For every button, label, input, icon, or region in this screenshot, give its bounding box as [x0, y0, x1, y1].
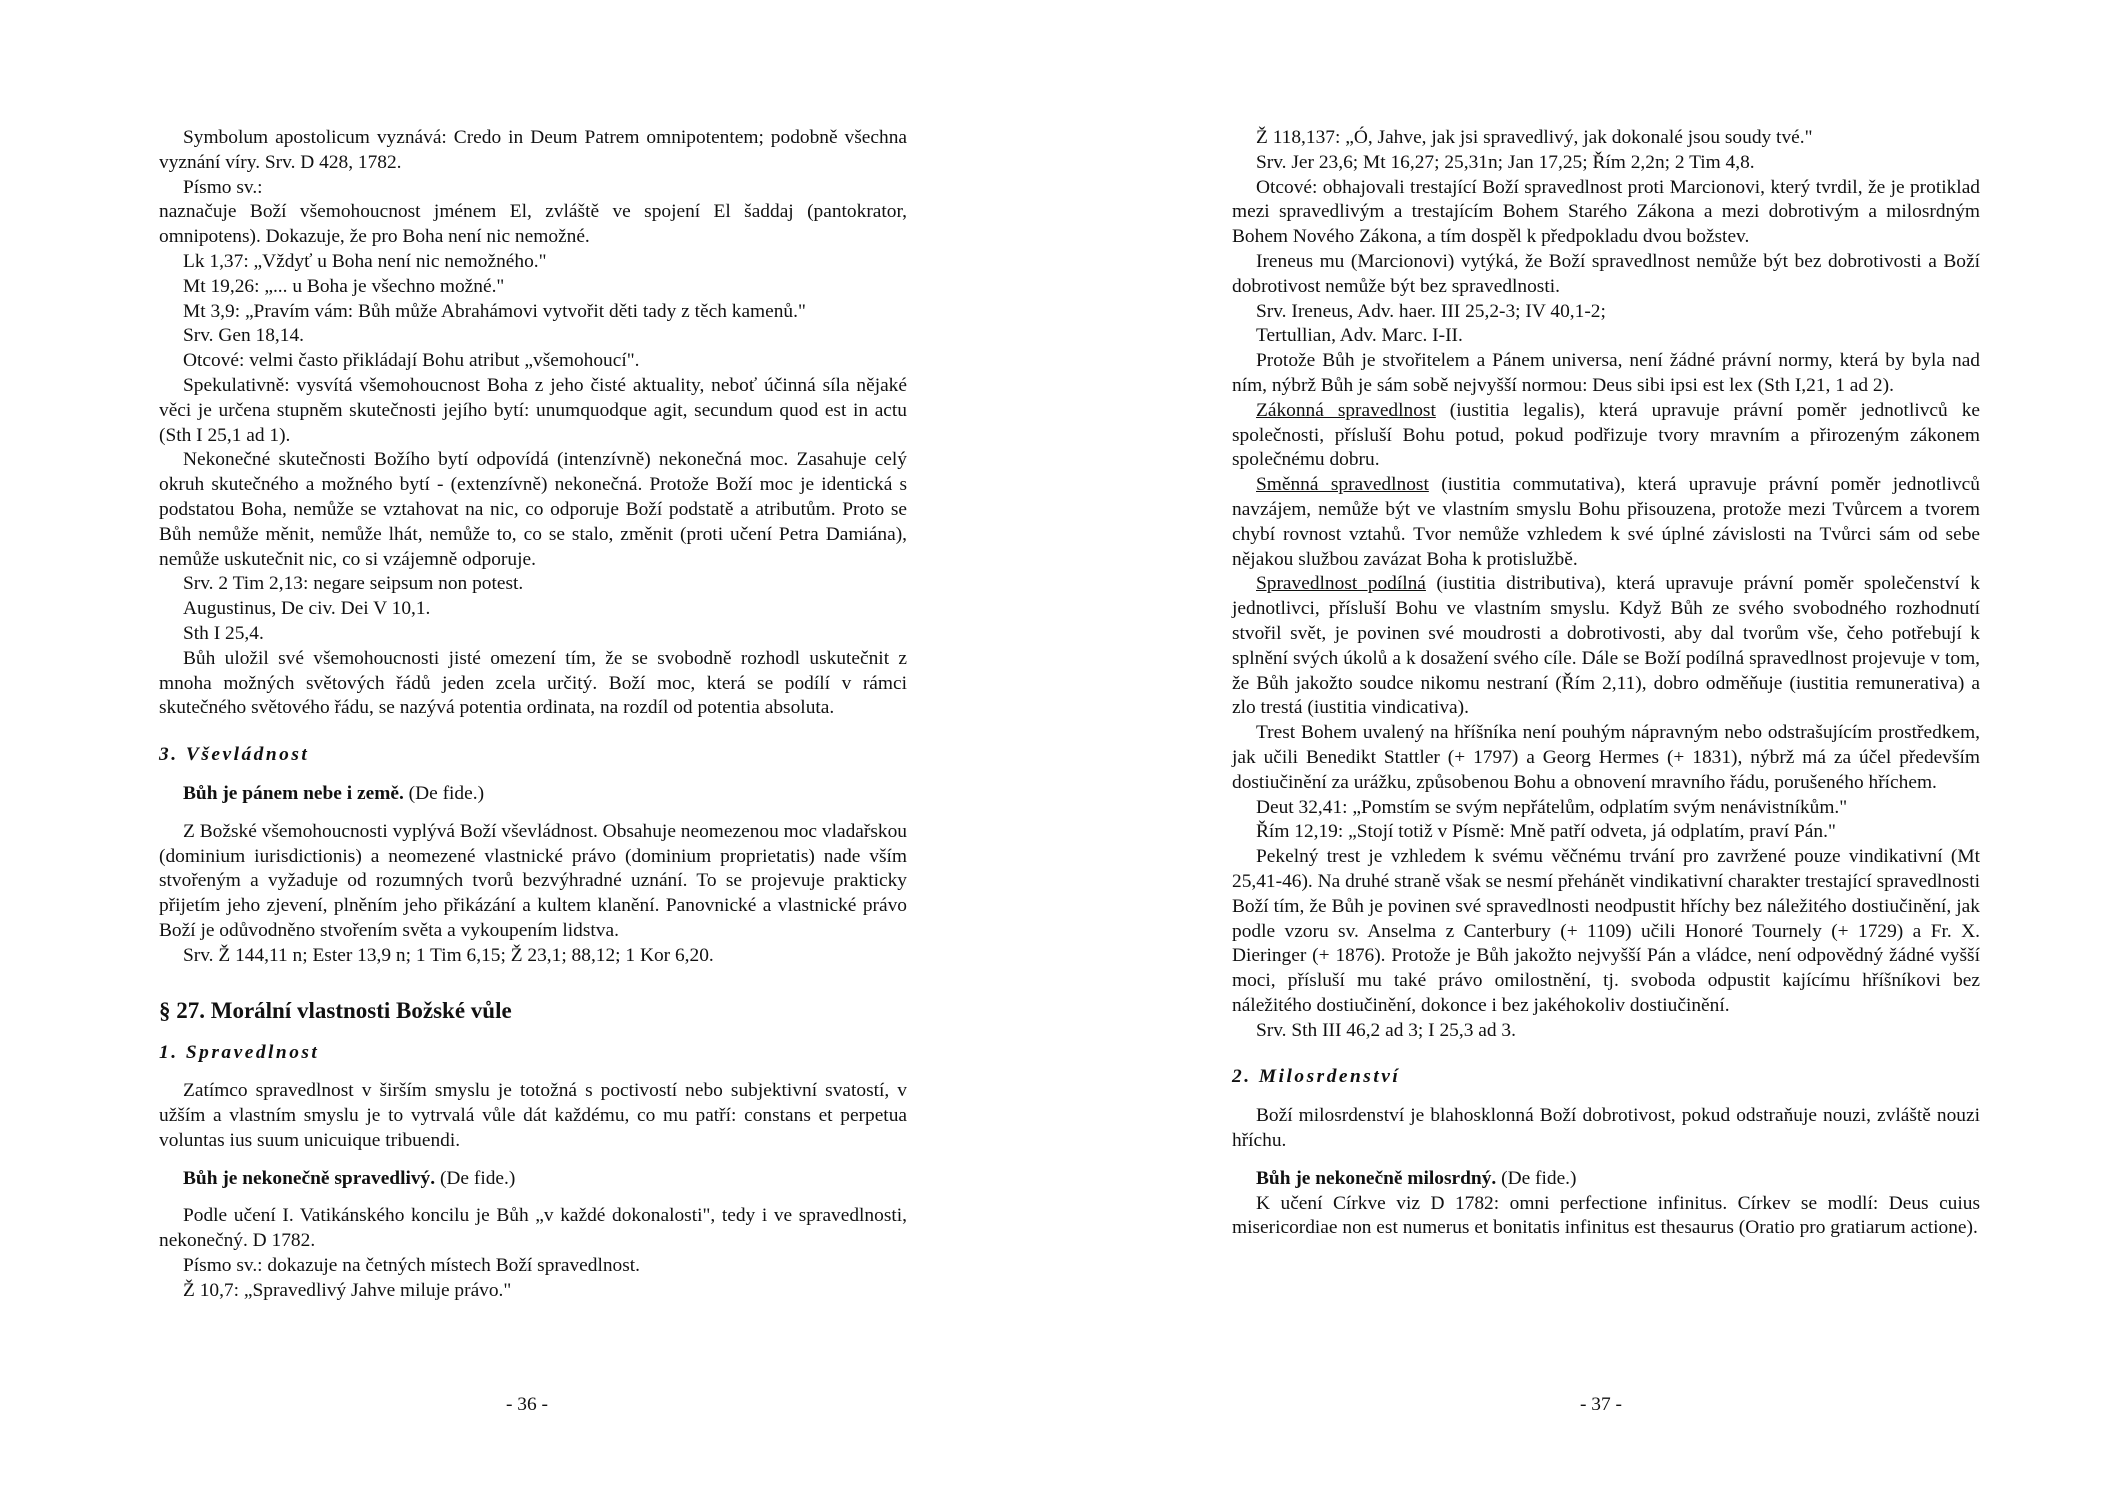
citation: Srv. Ž 144,11 n; Ester 13,9 n; 1 Tim 6,15; Ž 23,1; 88,12; 1 Kor 6,20.: [183, 944, 714, 966]
term-underlined: Směnná spravedlnost: [1256, 474, 1429, 496]
paragraph: [1232, 399, 1980, 473]
thesis: [183, 782, 907, 807]
paragraph: Písmo sv.: dokazuje na četných místech Boží spravedlnost.: [183, 1255, 641, 1277]
citation: Srv. Gen 18,14.: [183, 325, 305, 347]
paragraph: Pekelný trest je vzhledem k svému věčnému trvání pro zavržené pouze vindikativní (Mt 25,41-46). Na druhé straně však se nesmí přehánět vindikativní charakter trestající spravedlnosti Boží tím, že Bůh je povinen své spravedlnosti neodpustit hříchy bez náležitého dostiučinění, jak podle vzoru sv. Anselma z Canterbury (+ 1109) učili Honoré Tournely (+ 1729) a Fr. X. Dieringer (+ 1876). Protože je Bůh jakožto nejvyšší Pán a vládce, není odpovědný žádné vyšší moci, přísluší mu také právo omilostnění, tj. svoboda odpustit kajícímu hříšníkovi bez náležitého dostiučinění, dokonce i bez jakéhokoliv dostiučinění.: [1232, 846, 1980, 1016]
citation: Augustinus, De civ. Dei V 10,1.: [183, 598, 431, 620]
chapter-heading: § 27. Morální vlastnosti Božské vůle: [159, 997, 512, 1023]
paragraph: K učení Církve viz D 1782: omni perfectione infinitus. Církev se modlí: Deus cuius misericordiae non est numerus et bonitatis infinitus est thesaurus (Oratio pro gratiarum actione).: [1232, 1192, 1980, 1239]
term-underlined: Zákonná spravedlnost: [1256, 399, 1436, 421]
paragraph: Písmo sv.:: [183, 176, 263, 198]
citation: Ž 118,137: „Ó, Jahve, jak jsi spravedlivý, jak dokonalé jsou soudy tvé.": [1256, 127, 1813, 148]
citation: Tertullian, Adv. Marc. I-II.: [1256, 325, 1463, 347]
paragraph: Otcové: velmi často přikládají Bohu atribut „všemohoucí".: [183, 350, 640, 372]
citation: Srv. Sth III 46,2 ad 3; I 25,3 ad 3.: [1256, 1019, 1516, 1041]
paragraph: Symbolum apostolicum vyznává: Credo in Deum Patrem omnipotentem; podobně všechna vyznání víry. Srv. D 428, 1782.: [159, 127, 907, 173]
thesis: [1256, 1167, 1980, 1192]
citation: Deut 32,41: „Pomstím se svým nepřátelům, odplatím svým nenávistníkům.": [1256, 796, 1848, 818]
paragraph: Protože Bůh je stvořitelem a Pánem universa, není žádné právní normy, která by byla nad ním, nýbrž Bůh je sám sobě nejvyšší normou: Deus sibi ipsi est lex (Sth I,21, 1 ad 2).: [1232, 350, 1980, 396]
citation: Mt 19,26: „... u Boha je všechno možné.": [183, 275, 505, 297]
thesis-bold: Bůh je nekonečně spravedlivý.: [183, 1167, 436, 1189]
section-heading: 2. Milosrdenství: [1232, 1066, 1401, 1088]
citation: Ž 10,7: „Spravedlivý Jahve miluje právo.": [183, 1279, 512, 1301]
thesis-note: (De fide.): [435, 1167, 516, 1189]
paragraph: Ireneus mu (Marcionovi) vytýká, že Boží spravedlnost nemůže být bez dobrotivosti a Boží dobrotivost nemůže být bez spravedlnosti.: [1232, 250, 1980, 297]
page-number-left: - 36 -: [505, 1394, 548, 1415]
paragraph: [1232, 572, 1980, 721]
paragraph: Trest Bohem uvalený na hříšníka není pouhým nápravným nebo odstrašujícím prostředkem, jak učili Benedikt Stattler (+ 1797) a Georg Hermes (+ 1831), nýbrž má za účel především dostiučinění za urážku, způsobenou Bohu a obnovení mravního řádu, porušeného hříchem.: [1232, 722, 1980, 793]
paragraph: Nekonečné skutečnosti Božího bytí odpovídá (intenzívně) nekonečná moc. Zasahuje celý okruh skutečného a možného bytí - (extenzívně) nekonečná. Protože Boží moc je identická s podstatou Boha, nemůže se vztahovat na nic, co odporuje Boží podstatě a atributům. Proto se Bůh nemůže měnit, nemůže lhát, nemůže to, co se stalo, změnit (proti učení Petra Damiána), nemůže uskutečnit nic, co si vzájemně odporuje.: [159, 449, 907, 570]
paragraph: Otcové: obhajovali trestající Boží spravedlnost proti Marcionovi, který tvrdil, že je protiklad mezi spravedlivým a trestajícím Bohem Starého Zákona a mezi dobrotivým a milosrdným Bohem Nového Zákona, a tím dospěl k předpokladu dvou božstev.: [1232, 176, 1980, 248]
paragraph: Zatímco spravedlnost v širším smyslu je totožná s poctivostí nebo subjektivní svatostí, v užším a vlastním smyslu je to vytrvalá vůle dát každému, co mu patří: constans et perpetua voluntas ius suum unicuique tribuendi.: [159, 1080, 907, 1151]
thesis-bold: Bůh je pánem nebe i země.: [183, 782, 404, 804]
paragraph: naznačuje Boží všemohoucnost jménem El, zvláště ve spojení El šaddaj (pantokrator, omnipotens). Dokazuje, že pro Boha není nic nemožné.: [159, 201, 907, 248]
term-text: (iustitia legalis), která upravuje právní poměr jednotlivců ke společnosti, přísluší Bohu potud, pokud podřizuje tvory mravním a přirozeným zákonem společnému dobru.: [1232, 399, 1980, 471]
section-heading: 3. Vševládnost: [159, 744, 310, 766]
term-underlined: Spravedlnost podílná: [1256, 573, 1426, 595]
left-page: [159, 126, 907, 1304]
page-number-right: - 37 -: [1579, 1394, 1622, 1415]
paragraph: Spekulativně: vysvítá všemohoucnost Boha z jeho čisté aktuality, neboť účinná síla nějaké věci je určena stupněm skutečnosti jejího bytí: unumquodque agit, secundum quod est in actu (Sth I 25,1 ad 1).: [159, 374, 907, 446]
citation: Srv. Jer 23,6; Mt 16,27; 25,31n; Jan 17,25; Řím 2,2n; 2 Tim 4,8.: [1256, 151, 1755, 173]
paragraph: Podle učení I. Vatikánského koncilu je Bůh „v každé dokonalosti", tedy i ve spravedlnosti, nekonečný. D 1782.: [159, 1205, 907, 1252]
thesis: [183, 1167, 907, 1192]
citation: Lk 1,37: „Vždyť u Boha není nic nemožného.": [183, 250, 547, 272]
paragraph: Boží milosrdenství je blahosklonná Boží dobrotivost, pokud odstraňuje nouzi, zvláště nouzi hříchu.: [1232, 1105, 1980, 1152]
term-text: (iustitia commutativa), která upravuje právní poměr jednotlivců navzájem, nemůže být ve vlastním smyslu Bohu přisouzena, protože mezi Tvůrcem a tvorem chybí rovnost vztahů. Tvor nemůže vzhledem k své úplné závislosti na Tvůrci sám od sebe nějakou službou zavázat Boha k protislužbě.: [1232, 474, 1980, 570]
section-heading: 1. Spravedlnost: [159, 1041, 320, 1063]
thesis-bold: Bůh je nekonečně milosrdný.: [1256, 1167, 1497, 1189]
citation: Mt 3,9: „Pravím vám: Bůh může Abrahámovi vytvořit děti tady z těch kamenů.": [183, 300, 806, 322]
thesis-note: (De fide.): [1496, 1167, 1577, 1189]
paragraph: Bůh uložil své všemohoucnosti jisté omezení tím, že se svobodně rozhodl uskutečnit z mnoha možných světových řádů jeden zcela určitý. Boží moc, která se podílí v rámci skutečného světového řádu, se nazývá potentia ordinata, na rozdíl od potentia absoluta.: [159, 647, 907, 719]
citation: Srv. Ireneus, Adv. haer. III 25,2-3; IV 40,1-2;: [1256, 300, 1606, 322]
citation: Srv. 2 Tim 2,13: negare seipsum non potest.: [183, 573, 524, 595]
term-text: (iustitia distributiva), která upravuje právní poměr společenství k jednotlivci, přísluší Bohu ve vlastním smyslu. Když Bůh ze svého svobodného rozhodnutí stvořil svět, je povinen své moudrosti a dobrotivosti, aby dal tvorům vše, čeho potřebují k splnění svých úkolů a k dosažení svého cíle. Dále se Boží podílná spravedlnost projevuje v tom, že Bůh jakožto soudce nikomu nestraní (Řím 2,11), dobro odměňuje (iustitia remunerativa) a zlo trestá (iustitia vindicativa).: [1232, 573, 1981, 719]
right-page: [1232, 126, 1980, 1241]
thesis-note: (De fide.): [403, 782, 485, 804]
citation: Sth I 25,4.: [183, 622, 264, 644]
citation: Řím 12,19: „Stojí totiž v Písmě: Mně patří odveta, já odplatím, praví Pán.": [1256, 821, 1836, 843]
paragraph: [1232, 473, 1980, 572]
paragraph: Z Božské všemohoucnosti vyplývá Boží vševládnost. Obsahuje neomezenou moc vladařskou (dominium iurisdictionis) a neomezené vlastnické právo (dominium proprietatis) nade vším stvořeným a vyžaduje od rozumných tvorů bezvýhradné uznání. To se projevuje prakticky přijetím jeho zjevení, plněním jeho přikázání a kultem klanění. Panovnické a vlastnické právo Boží je odůvodněno stvořením světa a vykoupením lidstva.: [159, 820, 907, 941]
